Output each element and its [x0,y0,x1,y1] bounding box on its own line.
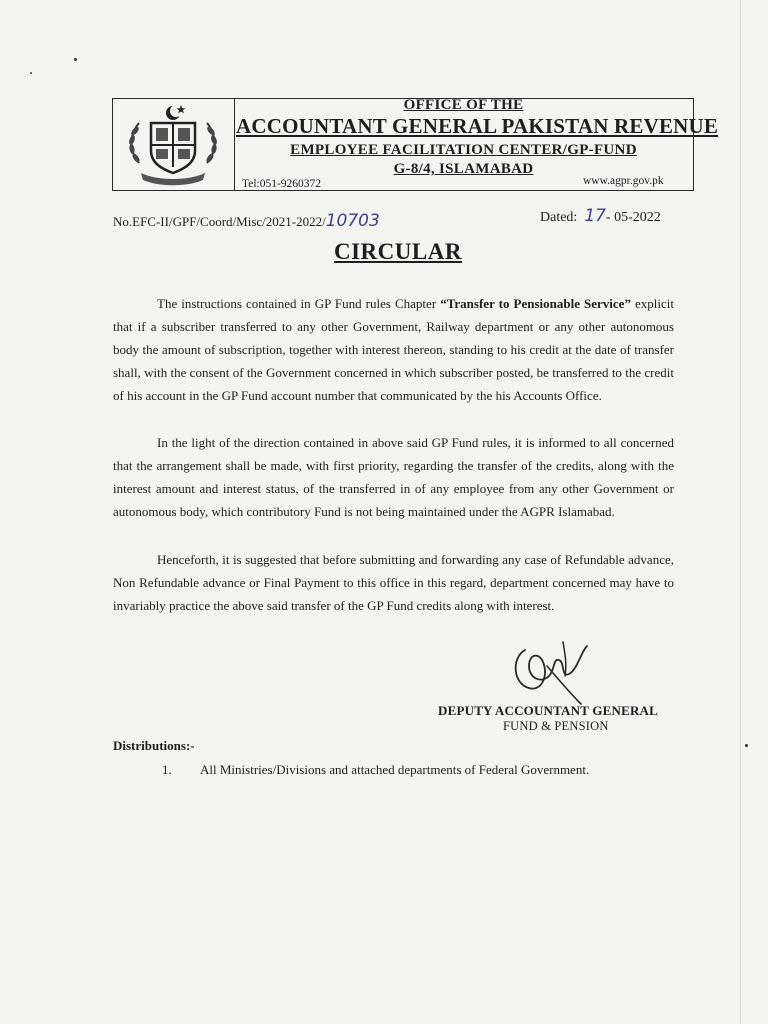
distribution-item-number: 1. [162,762,172,777]
chapter-name-bold: “Transfer to Pensionable Service” [440,296,631,311]
dated-line [540,206,661,226]
dated-label: Dated: [540,210,578,225]
reference-number [113,211,380,231]
distributions-heading: Distributions:- [113,738,195,753]
paragraph-1-lead: The instructions contained in GP Fund rules Chapter [157,296,441,311]
reference-handwritten: 10703 [325,211,380,231]
circular-title: CIRCULAR [334,239,462,264]
paragraph-1-rest: explicit that if a subscriber transferred to any other Government, Railway department or any other autonomous body the amount of subscription, together with interest thereon, standing to his credit at the date of transfer shall, with the consent of the Government concerned in which subscriber posted, be transferred to the credit of his account in the GP Fund account number that communicated by the his Accounts Office. [113,296,674,403]
signatory-title: DEPUTY ACCOUNTANT GENERAL [438,703,659,718]
scan-speck [30,72,32,74]
signature-scribble [507,632,599,706]
website-address: www.agpr.gov.pk [583,175,664,187]
body-paragraph-1 [113,292,674,407]
organization-name: ACCOUNTANT GENERAL PAKISTAN REVENUE [236,114,719,138]
body-paragraph-2: In the light of the direction contained in above said GP Fund rules, it is informed to all concerned that the arrangement shall be made, with first priority, regarding the transfer of the credits, along with the interest amount and interest status, of the transferred in of any employee from any other Government or autonomous body, which contributory Fund is not being maintained under the AGPR Islamabad. [113,435,674,519]
distribution-item-text: All Ministries/Divisions and attached departments of Federal Government. [200,762,590,777]
scan-speck [745,744,748,747]
telephone-number: Tel:051-9260372 [242,178,322,190]
dated-day-handwritten: 17 [584,206,606,226]
facilitation-center-line: EMPLOYEE FACILITATION CENTER/GP-FUND [290,142,637,158]
reference-printed: No.EFC-II/GPF/Coord/Misc/2021-2022/ [113,214,326,229]
dated-month-year: - 05-2022 [605,210,661,225]
crest-box [113,99,235,190]
office-of-heading: OFFICE OF THE [403,97,524,113]
address-line: G-8/4, ISLAMABAD [393,161,534,177]
body-paragraph-3: Henceforth, it is suggested that before submitting and forwarding any case of Refundable advance, Non Refundable advance or Final Payment to this office in this regard, department concerned may have to invariably practice the above said transfer of the GP Fund credits along with interest. [113,552,674,613]
signatory-subtitle: FUND & PENSION [503,719,609,733]
scan-edge-line [740,0,741,1024]
state-emblem-icon [117,101,229,187]
scan-speck [74,58,77,61]
